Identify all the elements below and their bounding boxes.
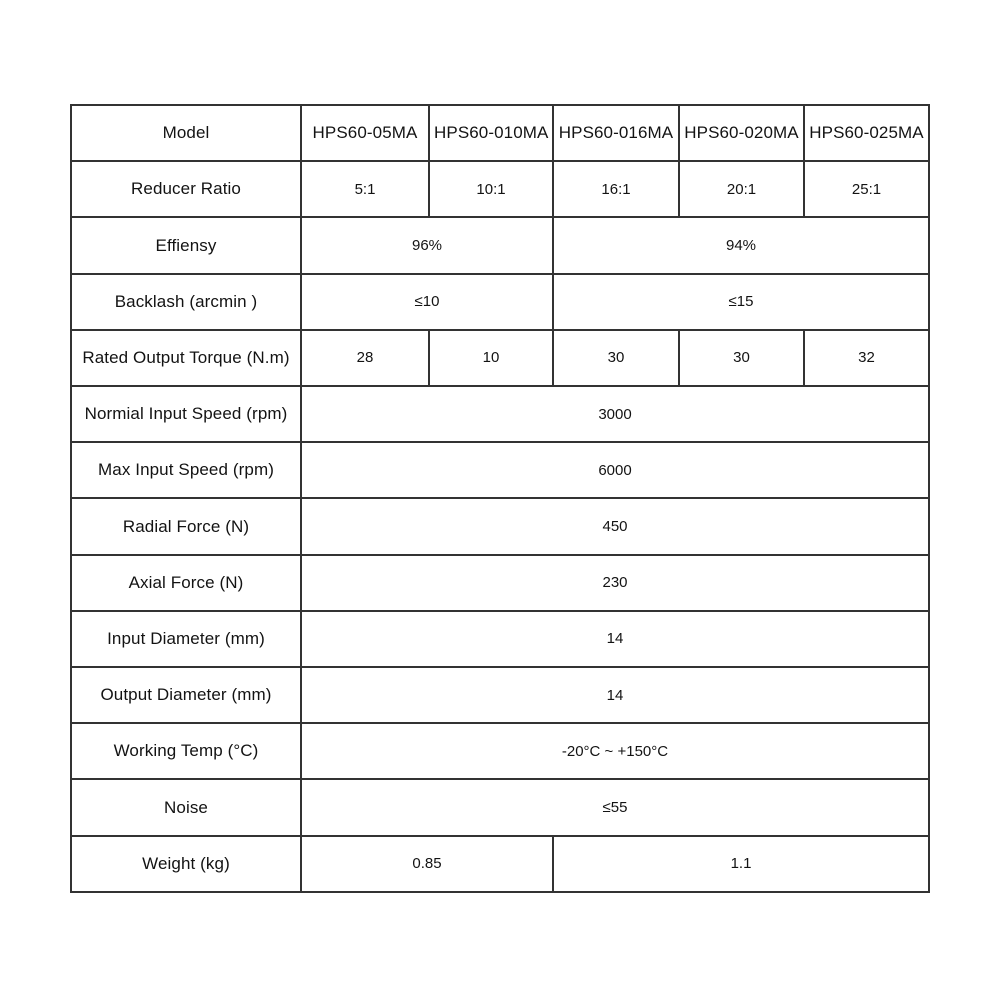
row-label-weight: Weight (kg) xyxy=(71,836,301,892)
table-row-working-temp xyxy=(71,723,929,779)
row-label-reducer-ratio: Reducer Ratio xyxy=(71,161,301,217)
cell-rated-output-torque-1: 28 xyxy=(301,330,429,386)
cell-output-diameter-1: 14 xyxy=(301,667,929,723)
cell-rated-output-torque-3: 30 xyxy=(553,330,679,386)
cell-nominal-input-speed-1: 3000 xyxy=(301,386,929,442)
cell-effiensy-1: 96% xyxy=(301,217,553,273)
table-row-model xyxy=(71,105,929,161)
table-row-rated-output-torque xyxy=(71,330,929,386)
row-label-effiensy: Effiensy xyxy=(71,217,301,273)
cell-reducer-ratio-1: 5:1 xyxy=(301,161,429,217)
cell-reducer-ratio-5: 25:1 xyxy=(804,161,929,217)
cell-rated-output-torque-2: 10 xyxy=(429,330,553,386)
cell-radial-force-1: 450 xyxy=(301,498,929,554)
row-label-max-input-speed: Max Input Speed (rpm) xyxy=(71,442,301,498)
table-row-radial-force xyxy=(71,498,929,554)
table-row-reducer-ratio xyxy=(71,161,929,217)
cell-reducer-ratio-4: 20:1 xyxy=(679,161,804,217)
table-row-noise xyxy=(71,779,929,835)
cell-rated-output-torque-4: 30 xyxy=(679,330,804,386)
table-row-max-input-speed xyxy=(71,442,929,498)
row-label-model: Model xyxy=(71,105,301,161)
table-row-axial-force xyxy=(71,555,929,611)
cell-reducer-ratio-2: 10:1 xyxy=(429,161,553,217)
table-row-backlash xyxy=(71,274,929,330)
row-label-output-diameter: Output Diameter (mm) xyxy=(71,667,301,723)
cell-model-4: HPS60-020MA xyxy=(679,105,804,161)
cell-rated-output-torque-5: 32 xyxy=(804,330,929,386)
cell-input-diameter-1: 14 xyxy=(301,611,929,667)
cell-backlash-2: ≤15 xyxy=(553,274,929,330)
cell-weight-1: 0.85 xyxy=(301,836,553,892)
row-label-working-temp: Working Temp (°C) xyxy=(71,723,301,779)
table-row-effiensy xyxy=(71,217,929,273)
cell-working-temp-1: -20°C ~ +150°C xyxy=(301,723,929,779)
row-label-nominal-input-speed: Normial Input Speed (rpm) xyxy=(71,386,301,442)
table-row-input-diameter xyxy=(71,611,929,667)
row-label-radial-force: Radial Force (N) xyxy=(71,498,301,554)
row-label-axial-force: Axial Force (N) xyxy=(71,555,301,611)
cell-axial-force-1: 230 xyxy=(301,555,929,611)
cell-reducer-ratio-3: 16:1 xyxy=(553,161,679,217)
table-row-output-diameter xyxy=(71,667,929,723)
row-label-backlash: Backlash (arcmin ) xyxy=(71,274,301,330)
spec-table-body xyxy=(71,105,929,892)
cell-model-5: HPS60-025MA xyxy=(804,105,929,161)
row-label-input-diameter: Input Diameter (mm) xyxy=(71,611,301,667)
table-row-nominal-input-speed xyxy=(71,386,929,442)
row-label-noise: Noise xyxy=(71,779,301,835)
cell-noise-1: ≤55 xyxy=(301,779,929,835)
cell-max-input-speed-1: 6000 xyxy=(301,442,929,498)
table-row-weight xyxy=(71,836,929,892)
cell-model-3: HPS60-016MA xyxy=(553,105,679,161)
cell-model-1: HPS60-05MA xyxy=(301,105,429,161)
cell-weight-2: 1.1 xyxy=(553,836,929,892)
row-label-rated-output-torque: Rated Output Torque (N.m) xyxy=(71,330,301,386)
cell-backlash-1: ≤10 xyxy=(301,274,553,330)
cell-effiensy-2: 94% xyxy=(553,217,929,273)
cell-model-2: HPS60-010MA xyxy=(429,105,553,161)
spec-table xyxy=(70,104,930,893)
